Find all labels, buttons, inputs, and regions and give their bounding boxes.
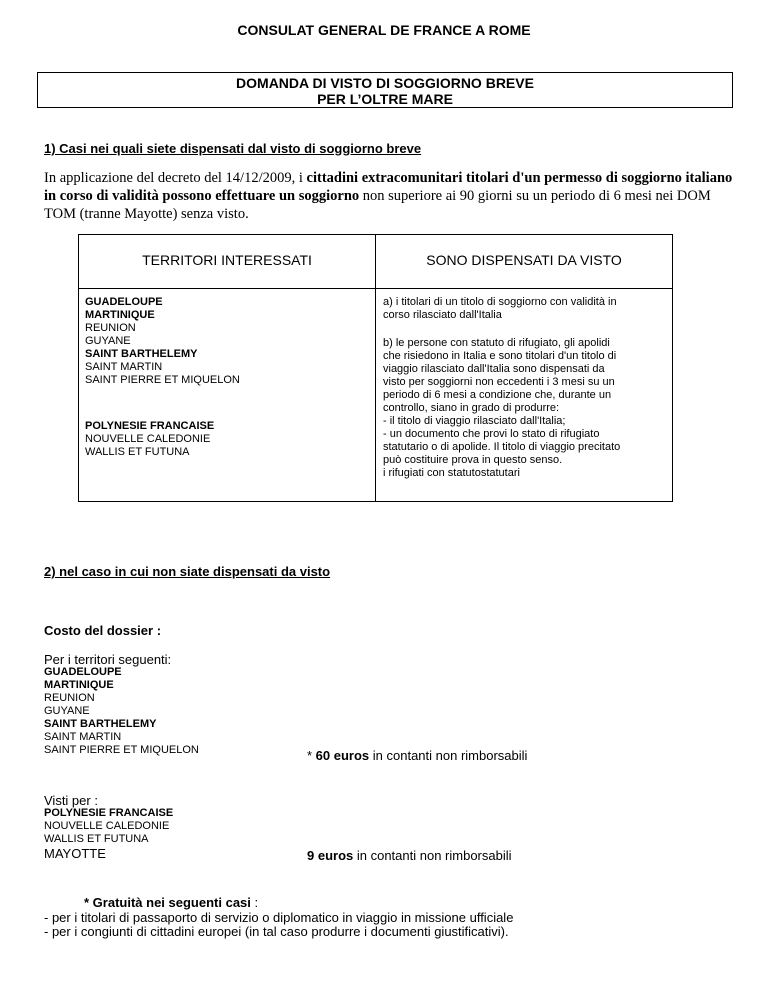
territory-item: SAINT BARTHELEMY bbox=[44, 718, 157, 730]
territory-mayotte: MAYOTTE bbox=[44, 846, 106, 861]
table-right-b bbox=[383, 337, 620, 480]
right-b-line: viaggio rilasciato dall'Italia sono dispensati da bbox=[383, 363, 605, 375]
right-a-line: a) i titolari di un titolo di soggiorno con validità in bbox=[383, 296, 617, 308]
costo-dossier-title: Costo del dossier : bbox=[44, 623, 162, 638]
right-b-line: periodo di 6 mesi a condizione che, durante un bbox=[383, 389, 612, 401]
table-header-dispensati: SONO DISPENSATI DA VISTO bbox=[426, 252, 622, 268]
right-b-line: i rifugiati con statutostatutari bbox=[383, 467, 520, 479]
territory-item: WALLIS ET FUTUNA bbox=[44, 833, 149, 845]
fee-amount: 9 euros bbox=[307, 848, 354, 863]
right-b-line: statutario o di apolide. Il titolo di viaggio precitato bbox=[383, 441, 621, 453]
territory-item: SAINT MARTIN bbox=[85, 361, 163, 373]
territory-item: SAINT MARTIN bbox=[44, 731, 122, 743]
consulate-header: CONSULAT GENERAL DE FRANCE A ROME bbox=[237, 22, 531, 38]
territory-item: NOUVELLE CALEDONIE bbox=[85, 433, 211, 445]
territory-item: GUADELOUPE bbox=[44, 666, 122, 678]
territory-item: GUYANE bbox=[44, 705, 90, 717]
intro-paragraph bbox=[44, 169, 734, 223]
fee-territory-list-1 bbox=[44, 666, 199, 757]
table-territory-group-2 bbox=[85, 420, 214, 459]
right-b-line: può costituire prova in questo senso. bbox=[383, 454, 563, 466]
territory-item: SAINT BARTHELEMY bbox=[85, 348, 198, 360]
document-title-line-2: PER L’OLTRE MARE bbox=[317, 91, 453, 107]
right-b-line: visto per soggiorni non eccedenti i 3 mesi su un bbox=[383, 376, 615, 388]
territory-item: WALLIS ET FUTUNA bbox=[85, 446, 190, 458]
territory-item: MARTINIQUE bbox=[85, 309, 155, 321]
territory-item: GUADELOUPE bbox=[85, 296, 163, 308]
right-b-line: b) le persone con statuto di rifugiato, gli apolidi bbox=[383, 337, 610, 349]
per-i-territori-label: Per i territori seguenti: bbox=[44, 652, 172, 667]
territory-item: SAINT PIERRE ET MIQUELON bbox=[44, 744, 199, 756]
intro-text-2: non superiore ai 90 giorni su un periodo di 6 mesi nei DOM TOM (tranne Mayotte) senza visto. bbox=[44, 188, 711, 222]
territory-item: GUYANE bbox=[85, 335, 131, 347]
exemption-table bbox=[78, 234, 673, 502]
table-column-divider bbox=[375, 235, 376, 501]
intro-text-1: In applicazione del decreto del 14/12/2009, i bbox=[44, 170, 307, 186]
fee-territory-list-2 bbox=[44, 807, 173, 846]
territory-item: REUNION bbox=[85, 322, 136, 334]
document-title-line-1: DOMANDA DI VISTO DI SOGGIORNO BREVE bbox=[236, 75, 534, 91]
section-2-heading: 2) nel caso in cui non siate dispensati da visto bbox=[44, 564, 331, 579]
territory-item: NOUVELLE CALEDONIE bbox=[44, 820, 170, 832]
gratuita-bold: * Gratuità nei seguenti casi bbox=[84, 895, 251, 910]
territory-item: MARTINIQUE bbox=[44, 679, 114, 691]
right-b-line: - il titolo di viaggio rilasciato dall'Italia; bbox=[383, 415, 566, 427]
fee-note: in contanti non rimborsabili bbox=[353, 848, 512, 863]
visti-per-label: Visti per : bbox=[44, 793, 98, 808]
territory-item: POLYNESIE FRANCAISE bbox=[85, 420, 215, 432]
section-1-heading: 1) Casi nei quali siete dispensati dal visto di soggiorno breve bbox=[44, 141, 422, 156]
table-header-divider bbox=[79, 288, 672, 289]
gratuita-heading bbox=[84, 895, 258, 910]
gratuita-case-1: - per i titolari di passaporto di servizio o diplomatico in viaggio in missione ufficiale bbox=[44, 910, 514, 925]
fee-asterisk: * bbox=[307, 748, 316, 763]
table-right-a bbox=[383, 296, 617, 322]
gratuita-case-2: - per i congiunti di cittadini europei (in tal caso produrre i documenti giustificativi). bbox=[44, 924, 509, 939]
territory-item: SAINT PIERRE ET MIQUELON bbox=[85, 374, 240, 386]
fee-60-euros bbox=[307, 748, 527, 763]
gratuita-colon: : bbox=[250, 895, 259, 910]
table-territory-group-1 bbox=[85, 296, 240, 387]
fee-9-euros bbox=[307, 848, 512, 863]
document-title-box bbox=[37, 72, 733, 108]
territory-item: REUNION bbox=[44, 692, 95, 704]
right-b-line: controllo, siano in grado di produrre: bbox=[383, 402, 560, 414]
fee-note: in contanti non rimborsabili bbox=[369, 748, 528, 763]
territory-item: POLYNESIE FRANCAISE bbox=[44, 807, 174, 819]
right-b-line: - un documento che provi lo stato di rifugiato bbox=[383, 428, 600, 440]
right-a-line: corso rilasciato dall'Italia bbox=[383, 309, 502, 321]
right-b-line: che risiedono in Italia e sono titolari d'un titolo di bbox=[383, 350, 617, 362]
fee-amount: 60 euros bbox=[315, 748, 370, 763]
table-header-territori: TERRITORI INTERESSATI bbox=[142, 252, 312, 268]
intro-text-bold: cittadini extracomunitari titolari d'un permesso di soggiorno italiano in corso di validità possono effettuare un soggiorno bbox=[44, 170, 733, 204]
